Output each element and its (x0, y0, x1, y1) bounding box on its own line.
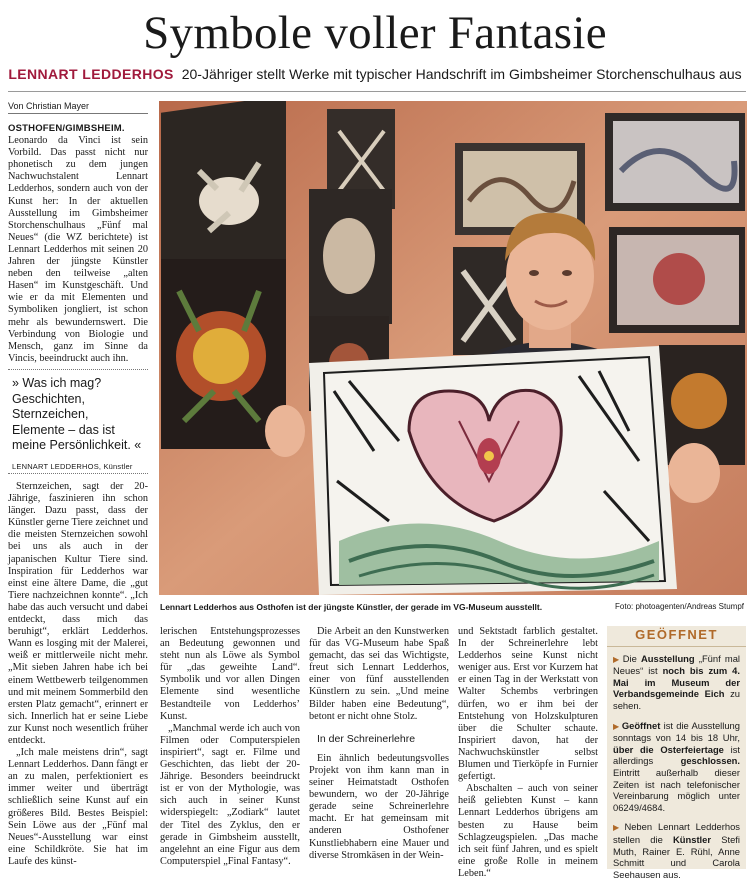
painting-right-2 (605, 113, 745, 211)
quote-rule-top (8, 369, 148, 370)
paragraph: lerischen Entstehungsprozesses an Bedeutung gewonnen und steht nun als Löwe als Symbol für „das geweihte Land“. Symbolik und vor allen Dingen Elemente sind wesentliche Bestandteile von Ledderhos’ Kunst. (160, 626, 300, 722)
byline-rule (8, 113, 148, 114)
quote-rule-bottom (8, 473, 148, 474)
paragraph: „Ich male meistens drin“, sagt Lennart Ledderhos. Dann fängt er an zu malen, perfektioniert es immer weiter und überträgt schließlich seine Kunst auf ein größeres Bild. Bestes Beispiel: Sein Löwe aus der „Fünf mal Neues“-Ausstellung war einst eine Schildkröte. Sie hat im Laufe des künst- (8, 747, 148, 867)
intro-paragraph (8, 123, 148, 365)
painting-small-2 (309, 189, 392, 324)
article-photo (159, 101, 747, 595)
headline: Symbole voller Fantasie (143, 7, 607, 59)
paragraph: „Manchmal werde ich auch von Filmen oder Computerspielen inspiriert“, sagt er. Filme und Geschichten, das liebt der 20-Jährige. Besonders beeindruckt ist er von der Mythologie, was sich auch in seiner Kunst widerspiegelt: „Zodiark“ lautet der Titel des Zyklus, den er gerade in Gimbsheim ausstellt, angelehnt an eine Figur aus dem Computerspiel „Final Fantasy“. (160, 722, 300, 867)
header-rule (8, 91, 746, 92)
paragraph: Die Arbeit an den Kunstwerken für das VG-Museum habe Spaß gemacht, das sei das Wichtigste, freut sich Lennart Ledderhos, einer von fünf ausstellenden Künstlern zu sein. „Und meine Bilder haben eine Bedeutung“, betont er nicht ohne Stolz. (309, 626, 449, 722)
paragraph: Sternzeichen, sagt der 20-Jährige, faszinieren ihn schon länger. Dazu passt, dass der Künstler gerne Tiere zeichnet und die meisten Sternzeichen sowohl bei uns als auch in der japanischen Kultur Tiere sind. Inspiration für Ledderhos war einst eine ältere Dame, die „gut Tiere nachzeichnen konnte“. „Ich habe das auch versucht und dabei entdeckt, dass mich das beruhigt“, erklärt Ledderhos. Wann es losging mit der Malerei, weiß er mittlerweile nicht mehr. „Mit sieben Jahren habe ich bei einem Wettbewerb teilgenommen und mit meinem Sommerbild den ersten Platz gemacht“, erinnert er sich. Innerlich hat er seine Liebe zur Kunst noch wesentlich früher entdeckt. (8, 481, 148, 746)
held-artwork-heart (309, 346, 677, 595)
painting-dove (161, 101, 286, 281)
arrow-icon: ▶ (613, 654, 621, 664)
kicker: LENNART LEDDERHOS (8, 66, 174, 82)
photo-caption: Lennart Ledderhos aus Osthofen ist der jüngste Künstler, der gerade im VG-Museum ausstellt. (160, 602, 543, 612)
paragraph: Abschalten – auch von seiner heiß geliebten Kunst – kann Lennart Ledderhos übrigens am besten zu Hause beim Schlagzeugspielen. „Das mache ich seit fünf Jahren, und es spielt eine große Rolle in meinem Leben.“ (458, 783, 598, 879)
info-box (607, 626, 746, 880)
info-item-artists: ▶ Neben Lennart Ledderhos stellen die Künstler Stefi Muth, Rainer E. Rühl, Anne Schmitt und Carola Seehausen aus. (613, 821, 740, 880)
paragraph: Ein ähnlich bedeutungsvolles Projekt von ihm kann man in seiner Heimatstadt Osthofen bewundern, wo der 20-Jährige gerade seine Schreinerlehre macht. Er hat gemeinsam mit anderen Osthofener Kunstliebhabern eine Mauer und diverse Stromkäsen in der Wein- (309, 752, 449, 861)
column-1-top (8, 123, 148, 365)
pull-quote (12, 376, 144, 471)
intro-text: Leonardo da Vinci ist sein Vorbild. Das passt nicht nur phonetisch zu dem jungen Nachwuchstalent Lennart Ledderhos, sondern auch von der Kunst her: In der aktuellen Ausstellung im Gimbsheimer Storchenschulhaus „Fünf mal Neues“ (die WZ berichtete) ist Lennart Ledderhos mit seinen 20 Jahren der jüngste Künstler neben den teilweise „alten Hasen“ im Kunstgeschäft. Und wie er da mit Elementen und Symboliken jongliert, ist schon mehr als bewundernswert. Die Verbindung von Biologie und Mensch, ganz im Sinne da Vincis, beeindruckt auch ihn. (8, 135, 148, 364)
info-item-exhibition: ▶ Die Ausstellung „Fünf mal Neues“ ist noch bis zum 4. Mai im Museum der Verbandsgemeinde Eich zu sehen. (613, 652, 740, 711)
column-1-bottom (8, 481, 148, 868)
info-box-title: GEÖFFNET (607, 626, 746, 647)
pull-quote-text: » Was ich mag? Geschichten, Sternzeichen, Elemente – das ist meine Persönlichkeit. « (12, 376, 142, 453)
photo-credit: Foto: photoagenten/Andreas Stumpf (615, 602, 744, 611)
arrow-icon: ▶ (613, 823, 623, 833)
dateline: OSTHOFEN/GIMBSHEIM. (8, 123, 125, 134)
byline: Von Christian Mayer (8, 101, 90, 111)
section-subhead: In der Schreinerlehre (317, 732, 416, 745)
arrow-icon: ▶ (613, 721, 620, 731)
artist-with-artwork-photo (159, 101, 747, 595)
info-item-opening-hours: ▶ Geöffnet ist die Ausstellung sonntags von 14 bis 18 Uhr, über die Osterfeiertage ist allerdings geschlossen. Eintritt außerhalb dieser Zeiten ist nach telefonischer Vereinbarung möglich unter 06249/4684. (613, 719, 740, 813)
subheadline (0, 65, 750, 83)
subheadline-text: 20-Jähriger stellt Werke mit typischer Handschrift im Gimbsheimer Storchenschulhaus aus (181, 66, 742, 82)
painting-right-4 (609, 227, 745, 333)
pull-quote-source: LENNART LEDDERHOS, Künstler (12, 461, 133, 471)
column-4 (458, 626, 598, 880)
column-2 (160, 626, 300, 868)
paragraph: und Sektstadt farblich gestaltet. In der Schreinerlehre lebt Ledderhos seine Kunst nicht weniger aus. Erst vor Kurzem hat er einen Tag in der Werkstatt von Walter Schembs verbringen dürfen, wo er ihm bei der Entstehung von Holzskulpturen über die Schulter schaute. Inspiriert davon, hat der Nachwuchskünstler selbst Blumen und Tierköpfe in Furnier gefertigt. (458, 626, 598, 783)
column-3 (309, 626, 449, 862)
